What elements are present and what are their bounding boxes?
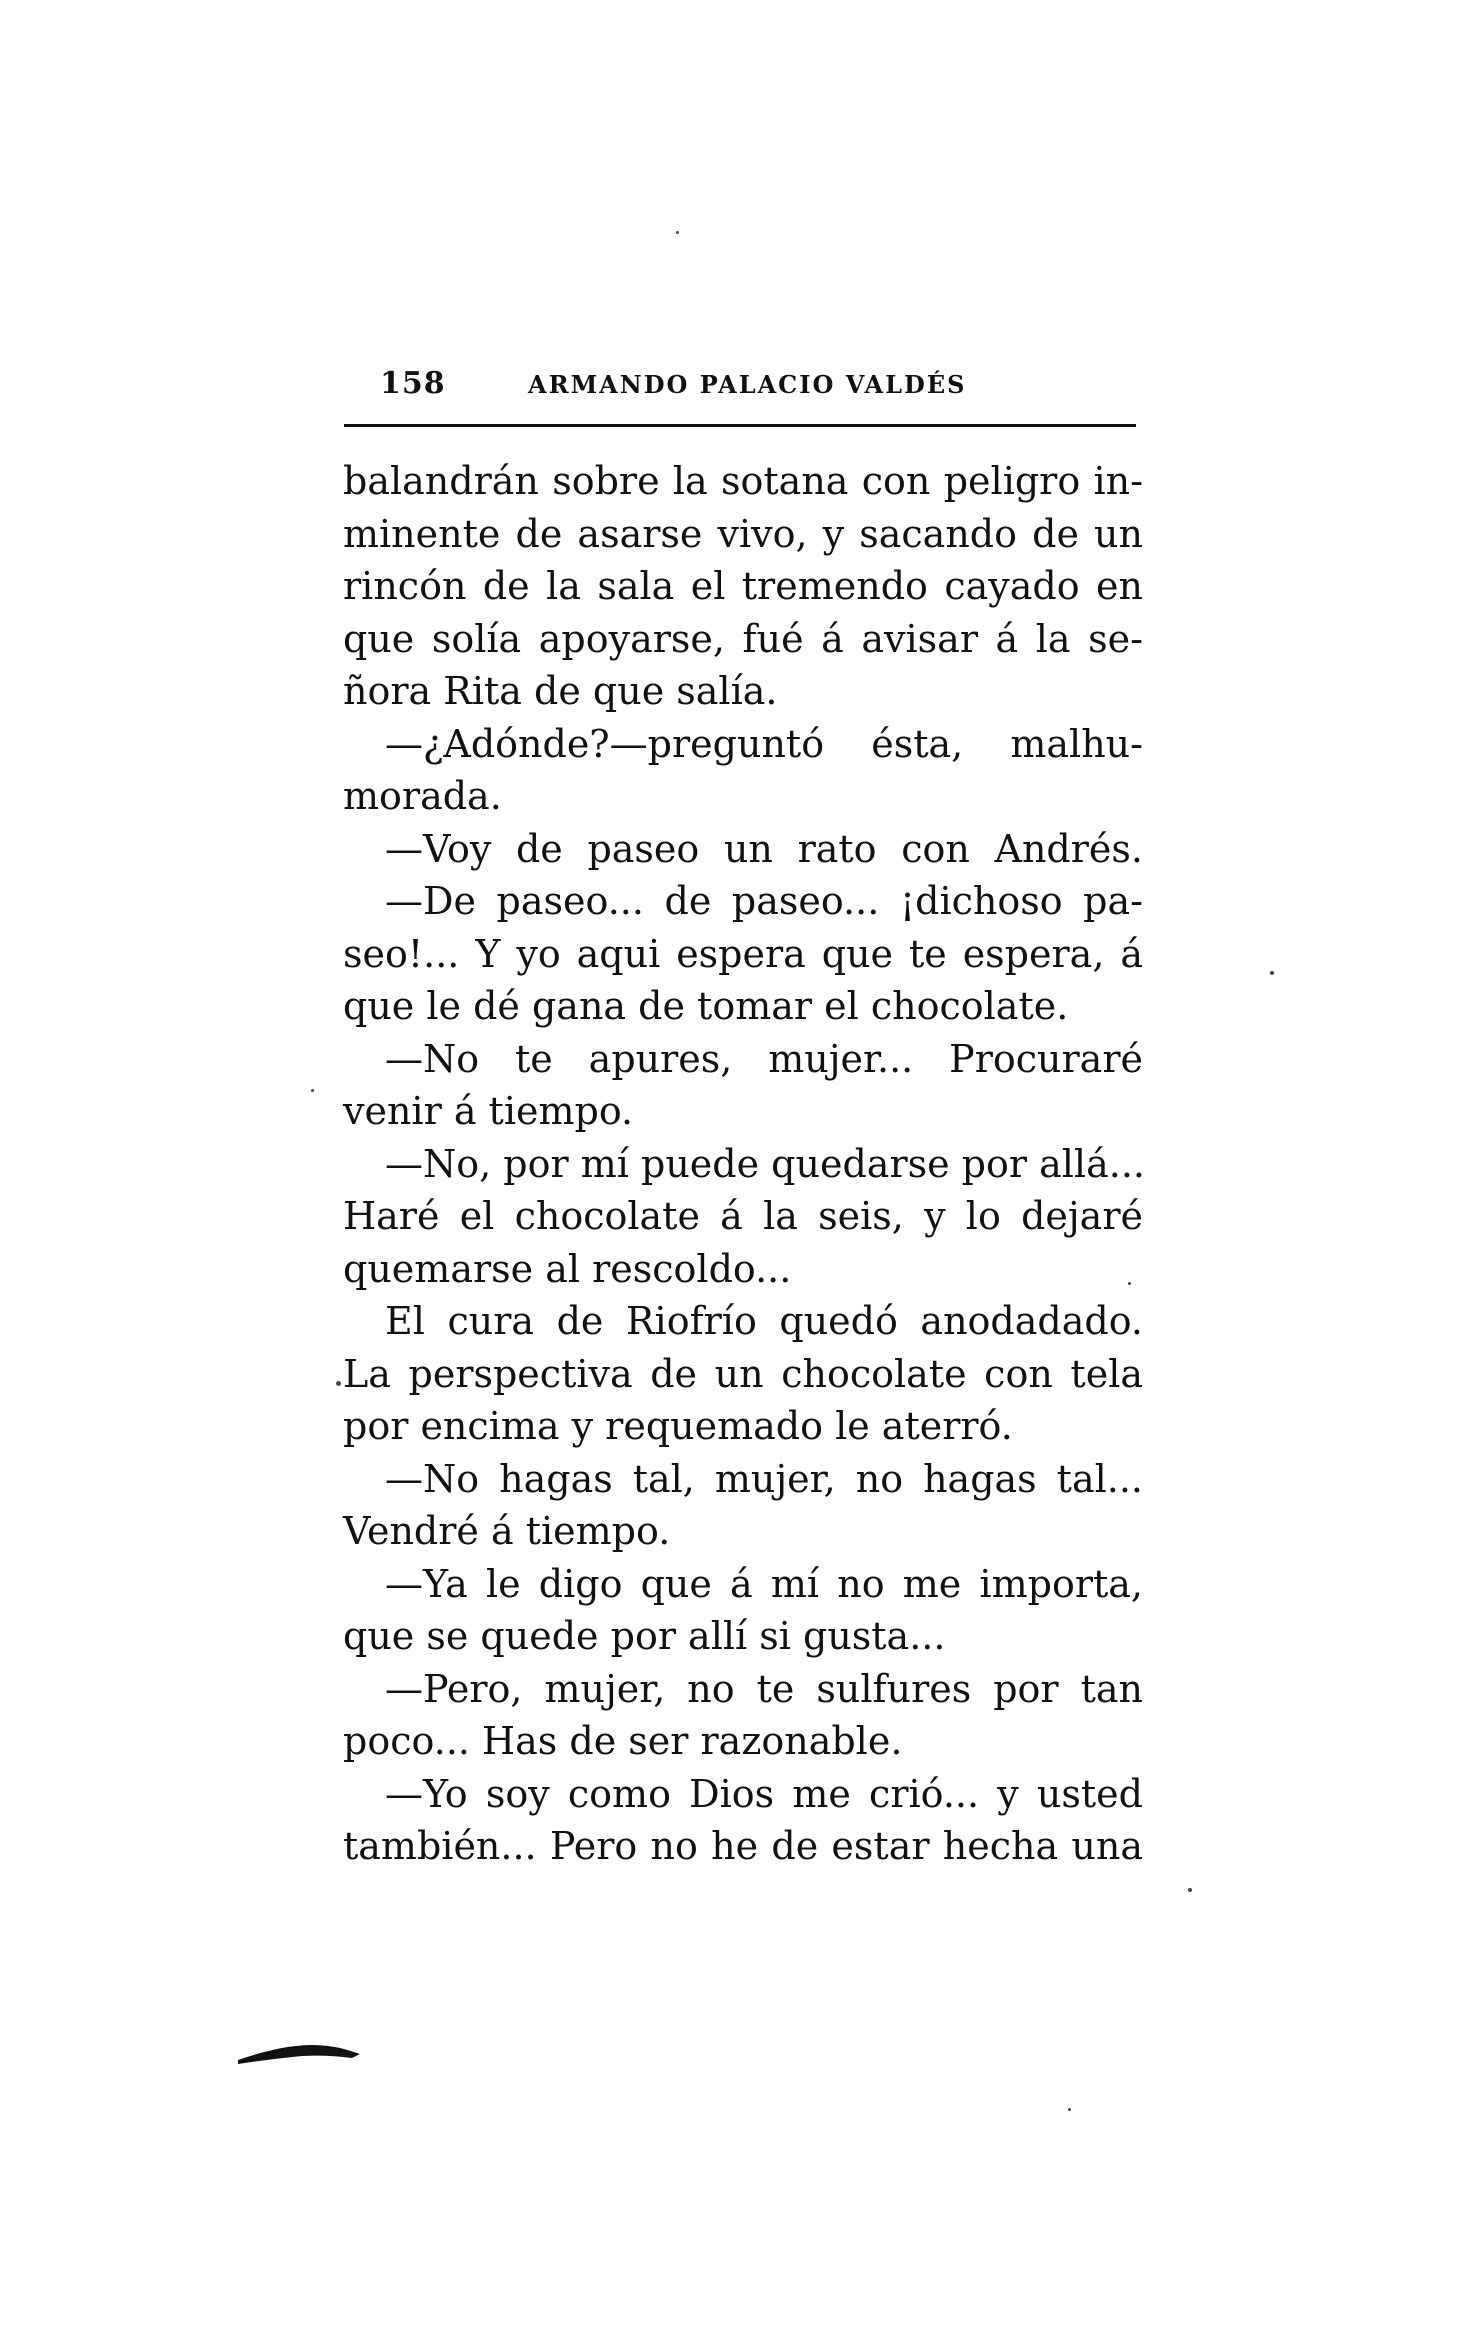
- text-line: que se quede por allí si gusta...: [343, 1614, 946, 1658]
- text-line: seo!... Y yo aqui espera que te espera, á: [343, 931, 1143, 976]
- text-line: —Voy de paseo un rato con Andrés.: [385, 826, 1143, 871]
- text-line: por encima y requemado le aterró.: [343, 1404, 1013, 1448]
- text-line: minente de asarse vivo, y sacando de un: [343, 511, 1143, 556]
- text-line: El cura de Riofrío quedó anodadado.: [385, 1299, 1143, 1343]
- text-line: rincón de la sala el tremendo cayado en: [343, 564, 1143, 608]
- ink-speck: [336, 1381, 341, 1386]
- text-line: —Yo soy como Dios me crió... y usted: [385, 1771, 1143, 1816]
- ink-mark-ornament: [236, 2034, 366, 2068]
- ink-speck: [1188, 1888, 1192, 1892]
- ink-speck: [676, 231, 679, 234]
- text-line: —No hagas tal, mujer, no hagas tal...: [385, 1456, 1143, 1501]
- running-title: ARMANDO PALACIO VALDÉS: [528, 370, 967, 399]
- page-number: 158: [380, 366, 446, 401]
- text-line: Haré el chocolate á la seis, y lo dejaré: [343, 1194, 1143, 1238]
- text-line: que le dé gana de tomar el chocolate.: [343, 984, 1069, 1028]
- text-line: —No te apures, mujer... Procuraré: [385, 1036, 1143, 1081]
- text-line: también... Pero no he de estar hecha una: [343, 1824, 1143, 1868]
- ink-speck: [1128, 1282, 1131, 1285]
- text-line: —No, por mí puede quedarse por allá...: [385, 1141, 1145, 1186]
- text-line: ñora Rita de que salía.: [343, 669, 778, 713]
- ink-speck: [311, 1089, 314, 1092]
- text-line: La perspectiva de un chocolate con tela: [343, 1351, 1143, 1396]
- text-line: venir á tiempo.: [343, 1089, 634, 1133]
- ink-speck: [1068, 2108, 1071, 2111]
- body-text: [343, 455, 1143, 1873]
- text-line: poco... Has de ser razonable.: [343, 1719, 903, 1763]
- header-rule: [344, 424, 1136, 427]
- text-line: que solía apoyarse, fué á avisar á la se-: [343, 616, 1143, 661]
- text-line: —¿Adónde?—preguntó ésta, malhu-: [385, 721, 1143, 766]
- text-line: quemarse al rescoldo...: [343, 1246, 792, 1291]
- text-line: —De paseo... de paseo... ¡dichoso pa-: [385, 879, 1143, 923]
- text-line: —Pero, mujer, no te sulfures por tan: [385, 1666, 1143, 1711]
- text-line: morada.: [343, 774, 502, 818]
- text-line: —Ya le digo que á mí no me importa,: [385, 1561, 1143, 1606]
- text-line: Vendré á tiempo.: [343, 1509, 671, 1553]
- running-head: [378, 360, 1138, 410]
- text-line: balandrán sobre la sotana con peligro in-: [343, 459, 1143, 503]
- ink-speck: [1270, 971, 1274, 975]
